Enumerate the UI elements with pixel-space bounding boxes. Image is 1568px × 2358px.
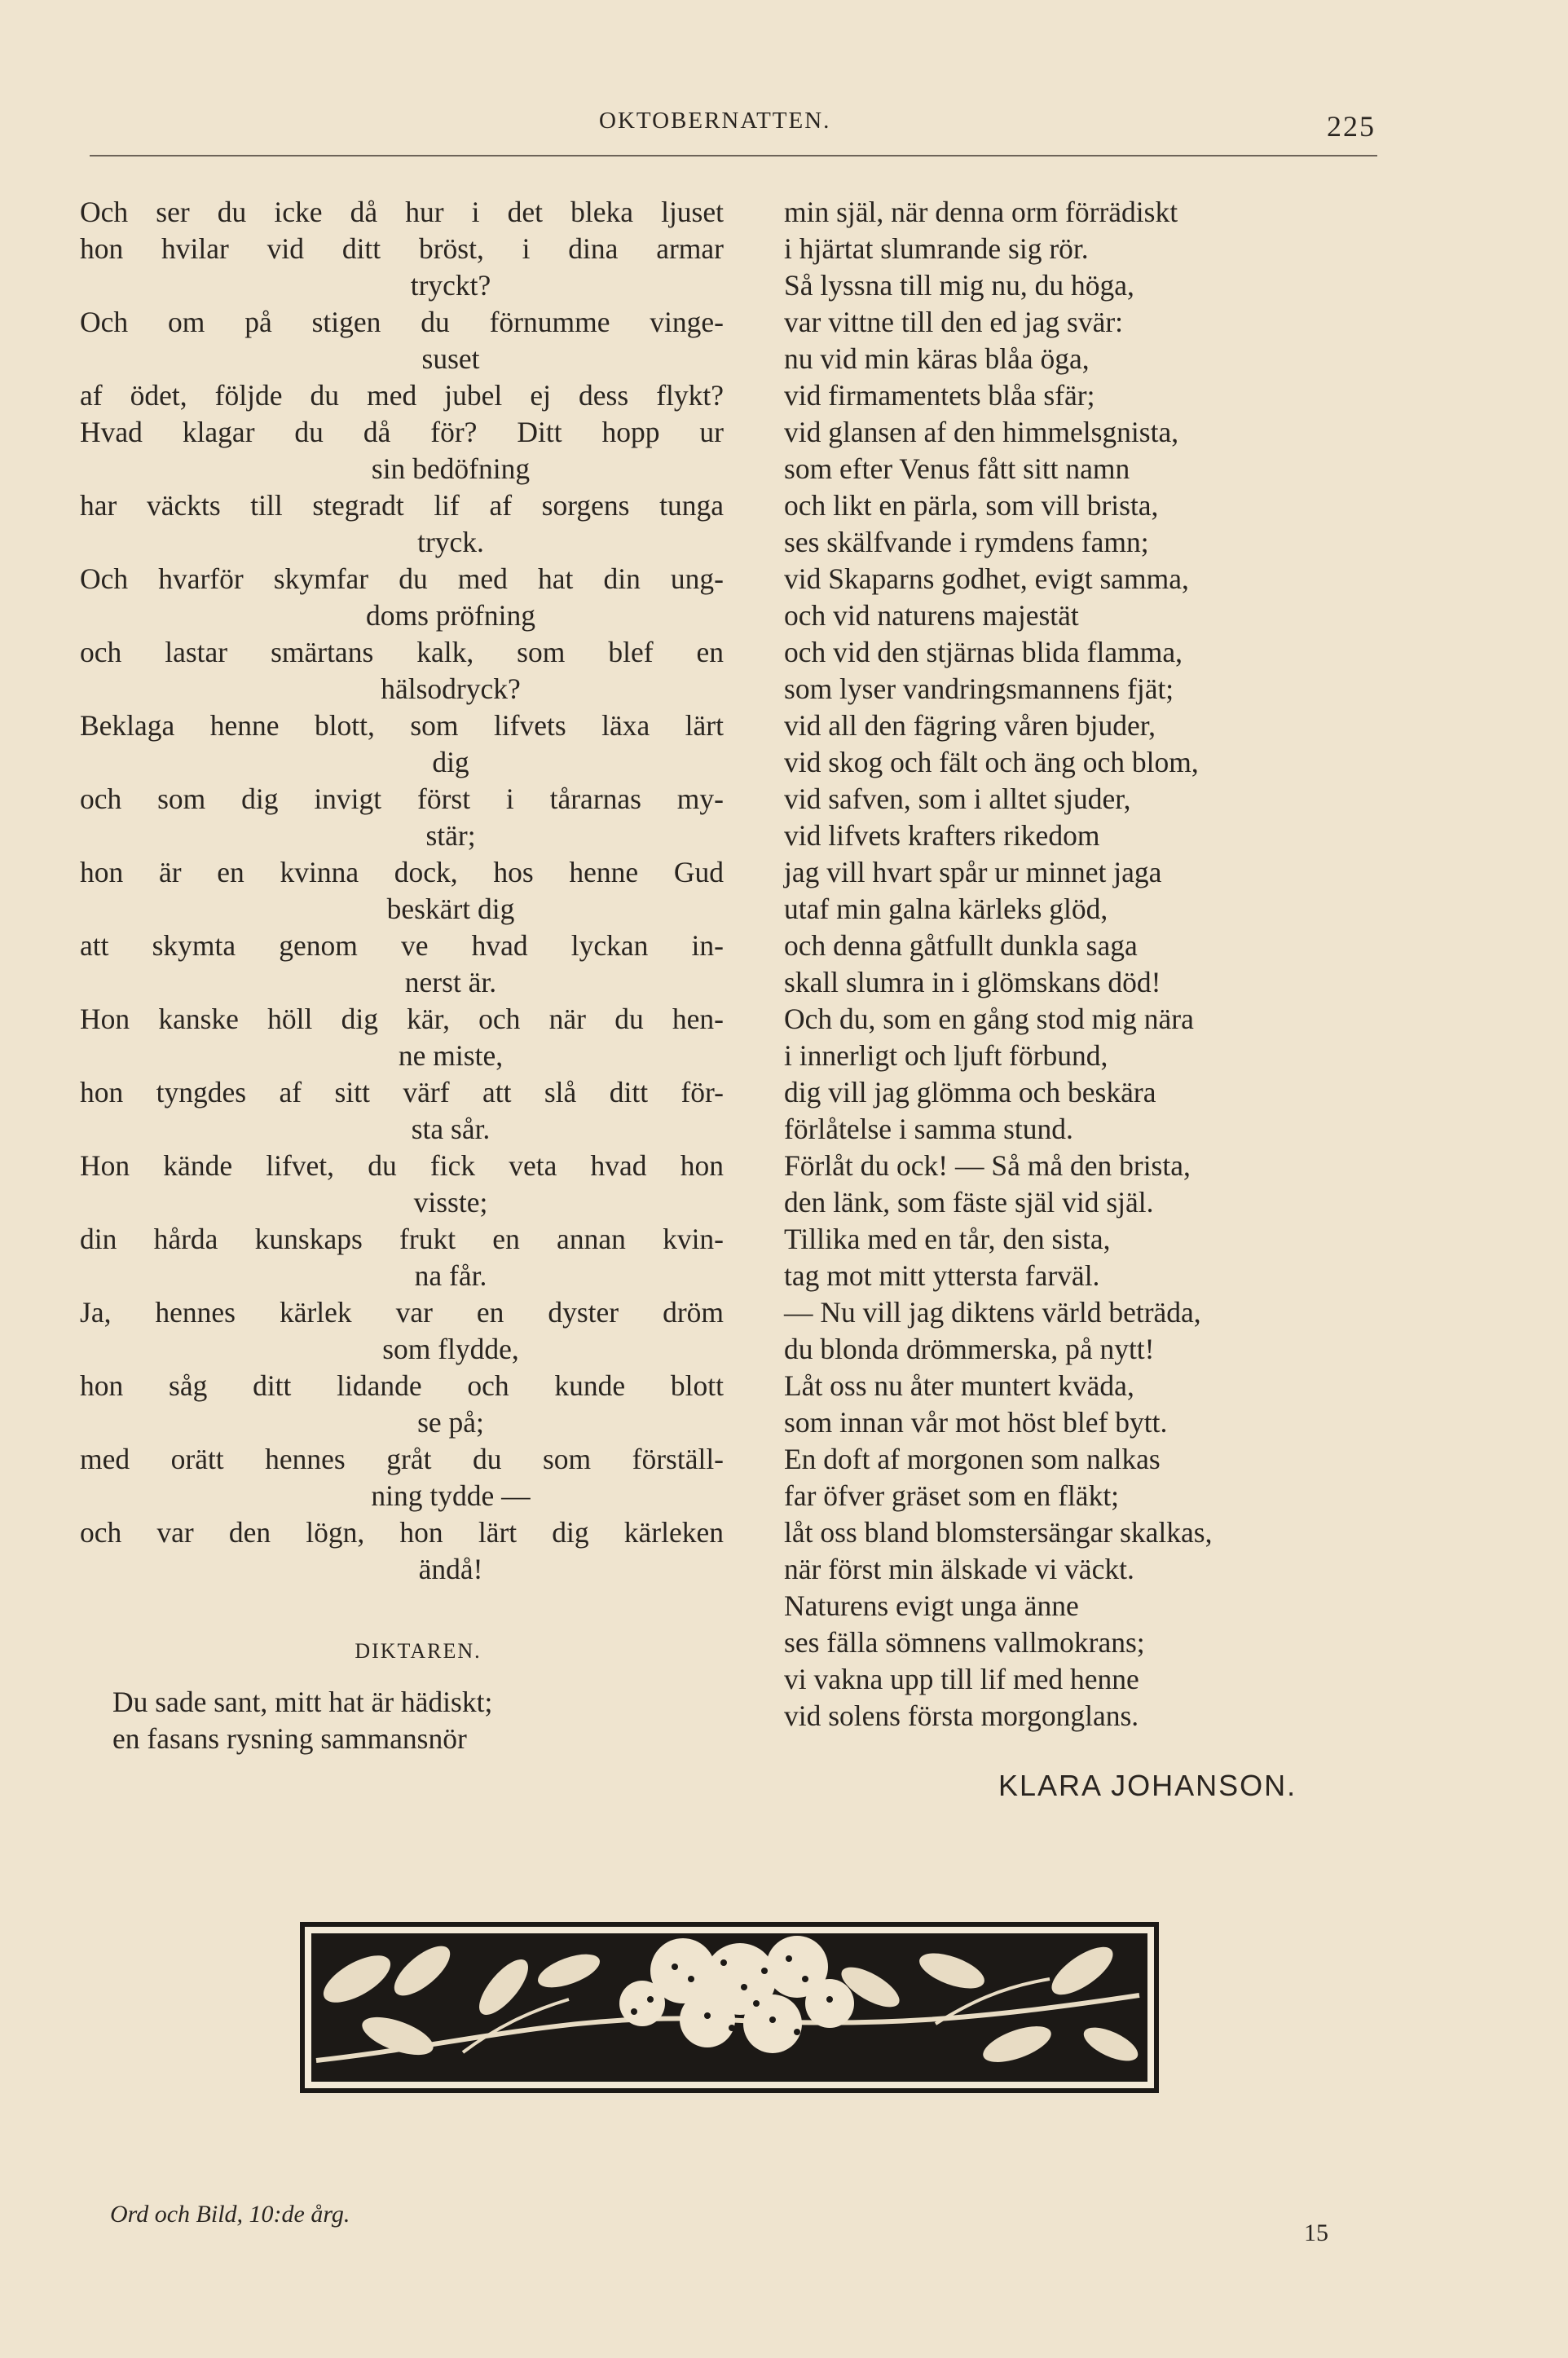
- poem-line: som flydde,: [382, 1333, 519, 1365]
- poem-line: att skymta genom ve hvad lyckan in-: [80, 929, 724, 962]
- poem-line: i innerligt och ljuft förbund,: [784, 1039, 1108, 1072]
- poem-line: ses fälla sömnens vallmokrans;: [784, 1626, 1145, 1659]
- poem-line: och lastar smärtans kalk, som blef en: [80, 636, 724, 668]
- poem-line: dig: [432, 746, 469, 778]
- poem-line: min själ, när denna orm förrädiskt: [784, 196, 1178, 228]
- poem-line: tryckt?: [410, 269, 491, 302]
- poem-left-lines: [80, 194, 724, 1588]
- poem-line: Hon kände lifvet, du fick veta hvad hon: [80, 1149, 724, 1182]
- poem-line: hon är en kvinna dock, hos henne Gud: [80, 856, 724, 888]
- poem-line: och vid den stjärnas blida flamma,: [784, 636, 1183, 668]
- poem-line: jag vill hvart spår ur minnet jaga: [784, 856, 1162, 888]
- footer-publication: Ord och Bild, 10:de årg.: [110, 2201, 350, 2228]
- poem-line: och var den lögn, hon lärt dig kärleken: [80, 1516, 724, 1549]
- poem-line: som efter Venus fått sitt namn: [784, 452, 1130, 485]
- poem-line: ne miste,: [398, 1039, 504, 1072]
- poem-line: när först min älskade vi väckt.: [784, 1553, 1134, 1585]
- poem-line: skall slumra in i glömskans död!: [784, 966, 1161, 998]
- poem-line: tryck.: [417, 526, 484, 558]
- section-heading: DIKTAREN.: [355, 1639, 482, 1663]
- poem-line: har väckts till stegradt lif af sorgens tunga: [80, 489, 724, 522]
- running-title: OKTOBERNATTEN.: [599, 108, 831, 134]
- poem-line: dig vill jag glömma och beskära: [784, 1076, 1156, 1108]
- poem-line: vid all den fägring våren bjuder,: [784, 709, 1156, 742]
- poem-line: vi vakna upp till lif med henne: [784, 1663, 1139, 1695]
- poem-line: vid solens första morgonglans.: [784, 1699, 1139, 1732]
- poem-line: vid firmamentets blåa sfär;: [784, 379, 1095, 412]
- poem-line: Beklaga henne blott, som lifvets läxa lärt: [80, 709, 724, 742]
- poem-line: den länk, som fäste själ vid själ.: [784, 1186, 1154, 1219]
- poem-line: hon hvilar vid ditt bröst, i dina armar: [80, 232, 724, 265]
- poem-line: med orätt hennes gråt du som förställ-: [80, 1443, 724, 1475]
- poem-line: Och hvarför skymfar du med hat din ung-: [80, 562, 724, 595]
- poem-line: och denna gåtfullt dunkla saga: [784, 929, 1138, 962]
- poem-line: och likt en pärla, som vill brista,: [784, 489, 1159, 522]
- poem-line: En doft af morgonen som nalkas: [784, 1443, 1161, 1475]
- poem-line: suset: [421, 342, 480, 375]
- poem-line: hon tyngdes af sitt värf att slå ditt för-: [80, 1076, 724, 1108]
- poem-line: far öfver gräset som en fläkt;: [784, 1479, 1120, 1512]
- poem-line: en fasans rysning sammansnör: [112, 1722, 467, 1755]
- poem-line: sin bedöfning: [371, 452, 531, 485]
- poem-line: Tillika med en tår, den sista,: [784, 1223, 1111, 1255]
- poem-line: na får.: [414, 1259, 487, 1292]
- poem-line: beskärt dig: [386, 893, 515, 925]
- poem-line: Och du, som en gång stod mig nära: [784, 1003, 1194, 1035]
- poem-line: din hårda kunskaps frukt en annan kvin-: [80, 1223, 724, 1255]
- poem-line: som innan vår mot höst blef bytt.: [784, 1406, 1168, 1439]
- poem-line: ändå!: [418, 1553, 483, 1585]
- poem-line: låt oss bland blomstersängar skalkas,: [784, 1516, 1213, 1549]
- poem-line: se på;: [417, 1406, 484, 1439]
- poem-line: Du sade sant, mitt hat är hädiskt;: [112, 1686, 493, 1718]
- poem-line: som lyser vandringsmannens fjät;: [784, 672, 1174, 705]
- poem-line: du blonda drömmerska, på nytt!: [784, 1333, 1155, 1365]
- author-signature: KLARA JOHANSON.: [998, 1769, 1297, 1802]
- poem-line: nu vid min käras blåa öga,: [784, 342, 1090, 375]
- poem-line: förlåtelse i samma stund.: [784, 1113, 1073, 1145]
- poem-line: i hjärtat slumrande sig rör.: [784, 232, 1089, 265]
- page-number: 225: [1327, 110, 1376, 143]
- poem-line: var vittne till den ed jag svär:: [784, 306, 1124, 338]
- poem-line: visste;: [413, 1186, 488, 1219]
- poem-line: — Nu vill jag diktens värld beträda,: [784, 1296, 1201, 1329]
- poem-line: vid safven, som i alltet sjuder,: [784, 782, 1131, 815]
- poem-line: Låt oss nu åter muntert kväda,: [784, 1369, 1134, 1402]
- poem-line: vid lifvets krafters rikedom: [784, 819, 1100, 852]
- poem-line: ning tydde —: [371, 1479, 531, 1512]
- poem-line: vid Skaparns godhet, evigt samma,: [784, 562, 1189, 595]
- poem-left-tail: [80, 1684, 724, 1757]
- poem-line: ses skälfvande i rymdens famn;: [784, 526, 1149, 558]
- poem-line: Och ser du icke då hur i det bleka ljuset: [80, 196, 724, 228]
- poem-line: sta sår.: [411, 1113, 491, 1145]
- poem-line: Hon kanske höll dig kär, och när du hen-: [80, 1003, 724, 1035]
- poem-line: och vid naturens majestät: [784, 599, 1079, 632]
- poem-line: utaf min galna kärleks glöd,: [784, 893, 1108, 925]
- left-column: [80, 194, 724, 1757]
- poem-line: doms pröfning: [365, 599, 536, 632]
- poem-line: hälsodryck?: [381, 672, 521, 705]
- poem-line: Naturens evigt unga änne: [784, 1589, 1079, 1622]
- poem-line: vid glansen af den himmelsgnista,: [784, 416, 1179, 448]
- poem-line: nerst är.: [404, 966, 497, 998]
- poem-line: Och om på stigen du förnumme vinge-: [80, 306, 724, 338]
- poem-line: hon såg ditt lidande och kunde blott: [80, 1369, 724, 1402]
- poem-line: Förlåt du ock! — Så må den brista,: [784, 1149, 1191, 1182]
- header-rule: [90, 155, 1377, 156]
- poem-line: Hvad klagar du då för? Ditt hopp ur: [80, 416, 724, 448]
- floral-ornament-icon: [300, 1922, 1159, 2093]
- poem-line: stär;: [425, 819, 476, 852]
- poem-line: Ja, hennes kärlek var en dyster dröm: [80, 1296, 724, 1329]
- poem-line: tag mot mitt yttersta farväl.: [784, 1259, 1100, 1292]
- poem-line: Så lyssna till mig nu, du höga,: [784, 269, 1134, 302]
- footer-signature-number: 15: [1304, 2219, 1328, 2246]
- poem-line: och som dig invigt först i tårarnas my-: [80, 782, 724, 815]
- right-column: [784, 194, 1354, 1734]
- poem-line: vid skog och fält och äng och blom,: [784, 746, 1199, 778]
- poem-line: af ödet, följde du med jubel ej dess flykt?: [80, 379, 724, 412]
